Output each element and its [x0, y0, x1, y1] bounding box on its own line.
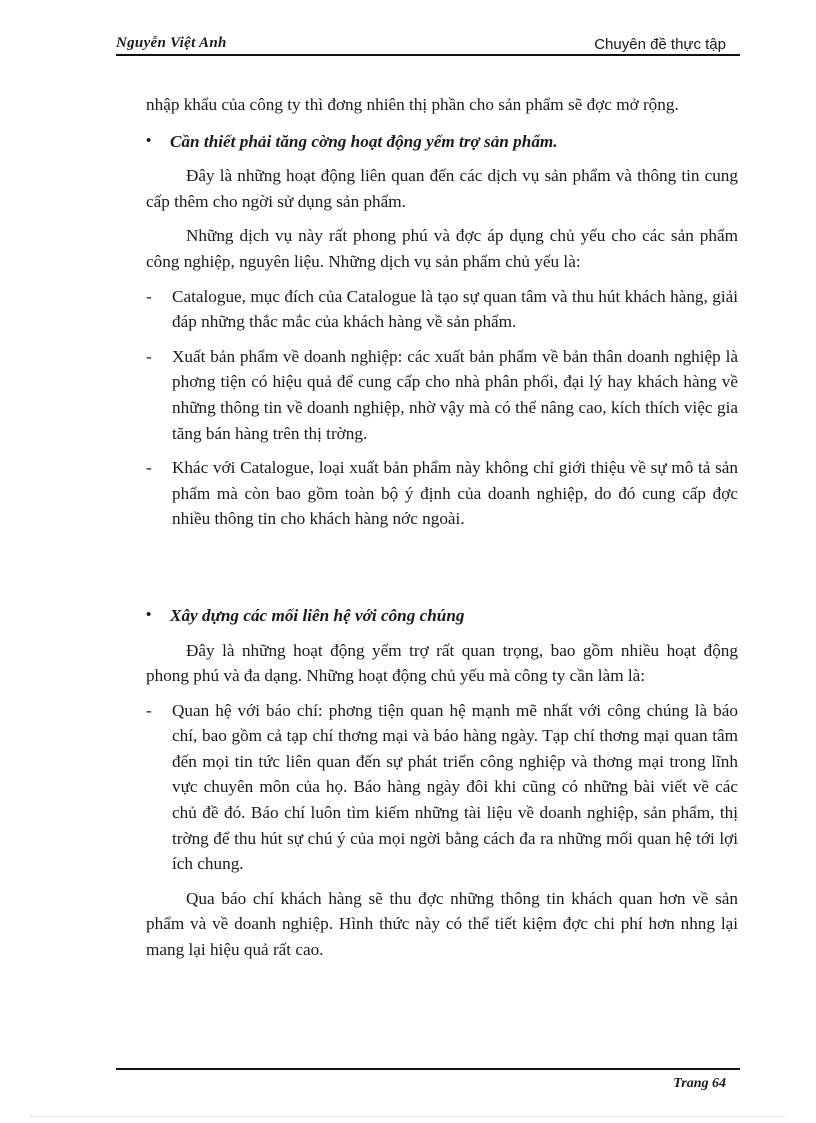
dash-marker: - — [146, 286, 152, 306]
list-item-text: Catalogue, mục đích của Catalogue là tạo sự quan tâm và thu hút khách hàng, giải đáp những thắc mắc của khách hàng về sản phẩm. — [172, 286, 738, 332]
paragraph: Đây là những hoạt động liên quan đến các dịch vụ sản phẩm và thông tin cung cấp thêm cho ngời sử dụng sản phẩm. — [146, 166, 738, 211]
paragraph: Những dịch vụ này rất phong phú và đợc áp dụng chủ yếu cho các sản phẩm công nghiệp, nguyên liệu. Những dịch vụ sản phẩm chủ yếu là: — [146, 226, 738, 271]
list-item — [146, 284, 738, 335]
list-item — [146, 344, 738, 446]
page-number: Trang 64 — [673, 1076, 726, 1091]
dash-marker: - — [146, 346, 152, 366]
list-item-text: Khác với Catalogue, loại xuất bản phẩm này không chỉ giới thiệu về sự mô tả sản phẩm mà còn bao gồm toàn bộ ý định của doanh nghiệp, do đó cung cấp đợc nhiều thông tin cho khách hàng nớc ngoài. — [172, 458, 738, 529]
dash-marker: - — [146, 700, 152, 720]
list-item — [146, 455, 738, 532]
list-item-text: Quan hệ với báo chí: phơng tiện quan hệ mạnh mẽ nhất với công chúng là báo chí, bao gồm cả tạp chí thơng mại và báo hàng ngày. Tạp chí thơng mại quan tâm đến mọi tin tức liên quan đến sự phát triển công nghiệp và thơng mại trong lĩnh vực chuyên môn của họ. Báo hàng ngày đôi khi cũng có những bài viết về các chủ đề đó. Báo chí luôn tìm kiếm những tài liệu về doanh nghiệp, sản phẩm, thị trờng để thu hút sự chú ý của mọi ngời bằng cách đa ra những mối quan hệ tới lợi ích chung. — [172, 700, 738, 874]
paragraph: Đây là những hoạt động yểm trợ rất quan trọng, bao gồm nhiều hoạt động phong phú và đa dạng. Những hoạt động chủ yếu mà công ty cần làm là: — [146, 640, 738, 686]
page-header — [116, 32, 740, 56]
bottom-dotted-rule — [30, 1116, 786, 1117]
paragraph: Qua báo chí khách hàng sẽ thu đợc những thông tin khách quan hơn về sản phẩm và về doanh nghiệp. Hình thức này có thể tiết kiệm đợc chi phí hơn nhng lại mang lại hiệu quả rất cao. — [146, 888, 738, 960]
page-footer — [116, 1068, 740, 1091]
bullet-icon: • — [146, 606, 152, 623]
document-title: Chuyên đề thực tập — [594, 36, 726, 53]
list-item-text: Xuất bản phẩm về doanh nghiệp: các xuất bản phẩm về bản thân doanh nghiệp là phơng tiện có hiệu quả để cung cấp cho nhà phân phối, đại lý hay khách hàng về những thông tin về doanh nghiệp, nhờ vậy mà có thể nâng cao, kích thích việc gia tăng bán hàng trên thị trờng. — [172, 346, 738, 443]
list-item — [146, 698, 738, 877]
section-heading-product-support — [146, 129, 738, 155]
section-heading-text: Xây dựng các mối liên hệ với công chúng — [170, 605, 465, 625]
author-name: Nguyễn Việt Anh — [116, 35, 227, 51]
page-content — [146, 92, 738, 963]
dash-marker: - — [146, 458, 152, 478]
section-heading-public-relations — [146, 603, 738, 629]
intro-paragraph: nhập khẩu của công ty thì đơng nhiên thị phần cho sản phẩm sẽ đợc mở rộng. — [146, 95, 679, 114]
section-heading-text: Cần thiết phải tăng cờng hoạt động yểm trợ sản phẩm. — [170, 131, 558, 151]
spacer — [146, 532, 738, 592]
bullet-icon: • — [146, 132, 152, 149]
